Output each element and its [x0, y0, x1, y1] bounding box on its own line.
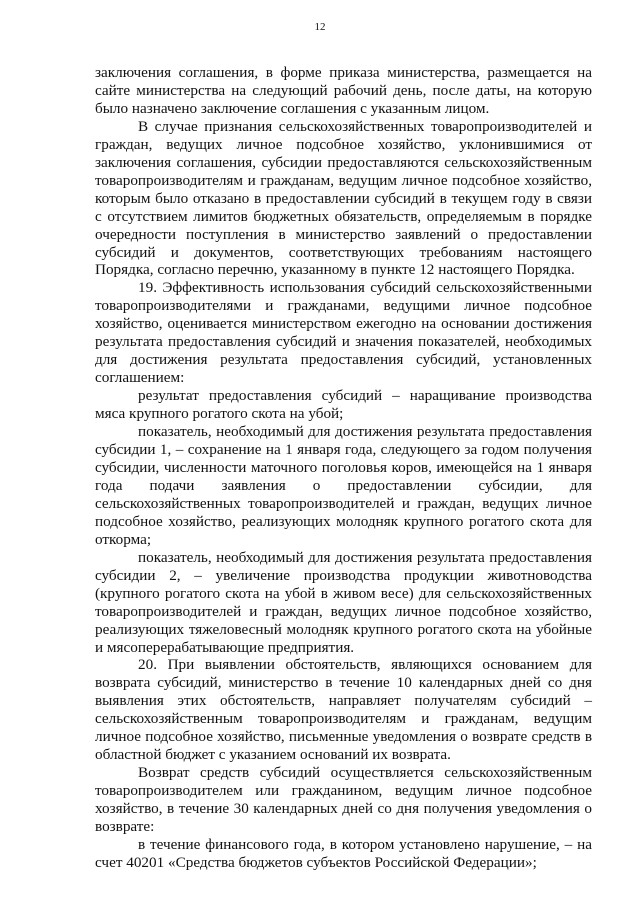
- paragraph-indicator-subsidy-2: показатель, необходимый для достижения результата предоставления субсидии 2, – увеличение производства продукции животноводства (крупного рогатого скота на убой в живом весе) для сельскохозяйственных товаропроизводителей и граждан, ведущих личное подсобное хозяйство, реализующих тяжеловесный молодняк крупного рогатого скота на убойные и мясоперерабатывающие предприятия.: [95, 548, 592, 656]
- paragraph-item-20-return-notice: 20. При выявлении обстоятельств, являющихся основанием для возврата субсидий, министерство в течение 10 календарных дней со дня выявления этих обстоятельств, направляет получателям субсидий – сельскохозяйственным товаропроизводителям и гражданам, ведущим личное подсобное хозяйство, письменные уведомления о возврате средств в областной бюджет с указанием оснований их возврата.: [95, 656, 592, 764]
- paragraph-item-19-efficiency: 19. Эффективность использования субсидий сельскохозяйственными товаропроизводителями и гражданами, ведущими личное подсобное хозяйство, оценивается министерством ежегодно на основании достижения результата предоставления субсидий и значения показателей, необходимых для достижения результата предоставления субсидий, установленных соглашением:: [95, 279, 592, 387]
- paragraph-return-current-year: в течение финансового года, в котором установлено нарушение, – на счет 40201 «Средства бюджетов субъектов Российской Федерации»;: [95, 835, 592, 871]
- page-number: 12: [314, 21, 326, 33]
- paragraph-agreement-publication-end: заключения соглашения, в форме приказа министерства, размещается на сайте министерства на следующий рабочий день, после даты, на которую было назначено заключение соглашения с указанным лицом.: [95, 64, 592, 117]
- paragraph-return-of-funds: Возврат средств субсидий осуществляется сельскохозяйственным товаропроизводителем или гражданином, ведущим личное подсобное хозяйство, в течение 30 календарных дней со дня получения уведомления о возврате:: [95, 764, 592, 836]
- paragraph-indicator-subsidy-1: показатель, необходимый для достижения результата предоставления субсидии 1, – сохранение на 1 января года, следующего за годом получения субсидии, численности маточного поголовья коров, имеющейся на 1 января года подачи заявления о предоставлении субсидии, для сельскохозяйственных товаропроизводителей и граждан, ведущих личное подсобное хозяйство, реализующих молодняк крупного рогатого скота для откорма;: [95, 423, 592, 548]
- paragraph-subsidy-result: результат предоставления субсидий – наращивание производства мяса крупного рогатого скота на убой;: [95, 387, 592, 423]
- document-body: [95, 64, 592, 872]
- paragraph-evasion-of-agreement: В случае признания сельскохозяйственных товаропроизводителей и граждан, ведущих личное подсобное хозяйство, уклонившимися от заключения соглашения, субсидии предоставляются сельскохозяйственным товаропроизводителям и гражданам, ведущим личное подсобное хозяйство, которым было отказано в предоставлении субсидий в текущем году в связи с отсутствием лимитов бюджетных обязательств, определяемым в порядке очередности поступления в министерство заявлений о предоставлении субсидий и документов, соответствующих требованиям настоящего Порядка, согласно перечню, указанному в пункте 12 настоящего Порядка.: [95, 117, 592, 279]
